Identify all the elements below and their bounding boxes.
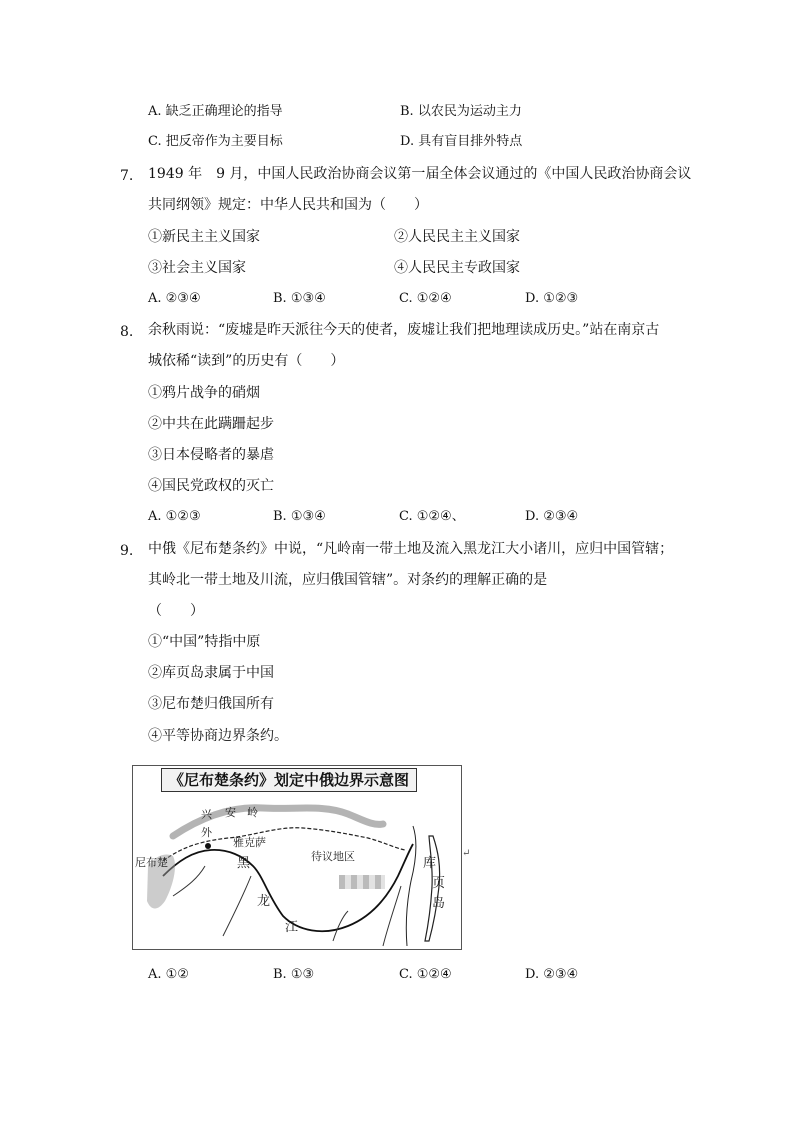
label-jiang: 江	[285, 920, 299, 935]
label-anling: 安 岭	[225, 806, 258, 819]
q9-item-4: ④平等协商边界条约。	[148, 728, 288, 744]
q7-option-a: A. ②③④	[148, 291, 201, 306]
q7-item-4: ④人民民主专政国家	[394, 260, 520, 276]
label-ye: 页	[432, 876, 446, 891]
tributary	[173, 866, 205, 896]
nerchinsk-treaty-map	[132, 765, 462, 950]
q8-item-2: ②中共在此蹒跚起步	[148, 416, 274, 432]
label-nibuchu: 尼布楚	[135, 856, 168, 869]
q9-option-a: A. ①②	[148, 967, 189, 982]
tributary	[223, 876, 251, 936]
q9-stem-line2: 其岭北一带土地及川流，应归俄国管辖”。对条约的理解正确的是	[148, 572, 548, 588]
border-line	[163, 828, 405, 861]
label-daiyi: 待议地区	[311, 850, 355, 863]
q6-option-a: A. 缺乏正确理论的指导	[148, 104, 283, 119]
q7-option-c: C. ①②④	[399, 291, 452, 306]
city-marker	[205, 843, 211, 849]
q7-number: 7.	[120, 168, 134, 184]
q7-item-2: ②人民民主主义国家	[394, 229, 520, 245]
q9-stem-line1: 中俄《尼布楚条约》中说，“凡岭南一带土地及流入黑龙江大小诸川，应归中国管辖；	[148, 541, 674, 557]
q8-option-c: C. ①②④、	[399, 509, 465, 524]
label-long: 龙	[257, 894, 271, 909]
coastline	[406, 826, 416, 946]
q8-item-1: ①鸦片战争的硝烟	[148, 385, 260, 401]
q9-item-2: ②库页岛隶属于中国	[148, 665, 274, 681]
label-ku: 库	[423, 856, 437, 871]
label-yakesa: 雅克萨	[233, 836, 266, 849]
q8-option-b: B. ①③④	[273, 509, 326, 524]
q7-option-d: D. ①②③	[525, 291, 579, 306]
map-title: 《尼布楚条约》划定中俄边界示意图	[161, 768, 417, 792]
label-dao: 岛	[432, 896, 446, 911]
q7-option-b: B. ①③④	[273, 291, 326, 306]
q9-item-3: ③尼布楚归俄国所有	[148, 696, 274, 712]
q8-option-d: D. ②③④	[525, 509, 579, 524]
q8-item-3: ③日本侵略者的暴虐	[148, 447, 274, 463]
label-wai: 外	[201, 826, 212, 839]
q9-option-d: D. ②③④	[525, 967, 579, 982]
q8-number: 8.	[120, 324, 134, 340]
paragraph-mark-icon: ↵	[462, 848, 471, 859]
q9-item-1: ①“中国”特指中原	[148, 634, 261, 650]
q8-item-4: ④国民党政权的灭亡	[148, 478, 274, 494]
q7-stem-line2: 共同纲领》规定：中华人民共和国为（ ）	[148, 197, 428, 213]
q8-option-a: A. ①②③	[148, 509, 201, 524]
q9-option-c: C. ①②④	[399, 967, 452, 982]
label-hei: 黑	[237, 856, 251, 871]
q8-stem-line1: 余秋雨说：“废墟是昨天派往今天的使者，废墟让我们把地理读成历史。”站在南京古	[148, 322, 660, 338]
q8-stem-line2: 城依稀“读到”的历史有（ ）	[148, 353, 345, 369]
label-xing: 兴	[201, 808, 212, 821]
q6-option-b: B. 以农民为运动主力	[400, 104, 522, 119]
q6-option-c: C. 把反帝作为主要目标	[148, 134, 283, 149]
q7-item-3: ③社会主义国家	[148, 260, 246, 276]
q7-item-1: ①新民主主义国家	[148, 229, 260, 245]
q7-stem-line1: 1949 年 9 月，中国人民政治协商会议第一届全体会议通过的《中国人民政治协商会议	[148, 166, 692, 182]
blurred-watermark	[339, 875, 385, 889]
q6-option-d: D. 具有盲目排外特点	[400, 134, 523, 149]
q9-number: 9.	[120, 543, 134, 559]
q9-option-b: B. ①③	[273, 967, 315, 982]
q9-stem-line3: （ ）	[148, 603, 204, 619]
